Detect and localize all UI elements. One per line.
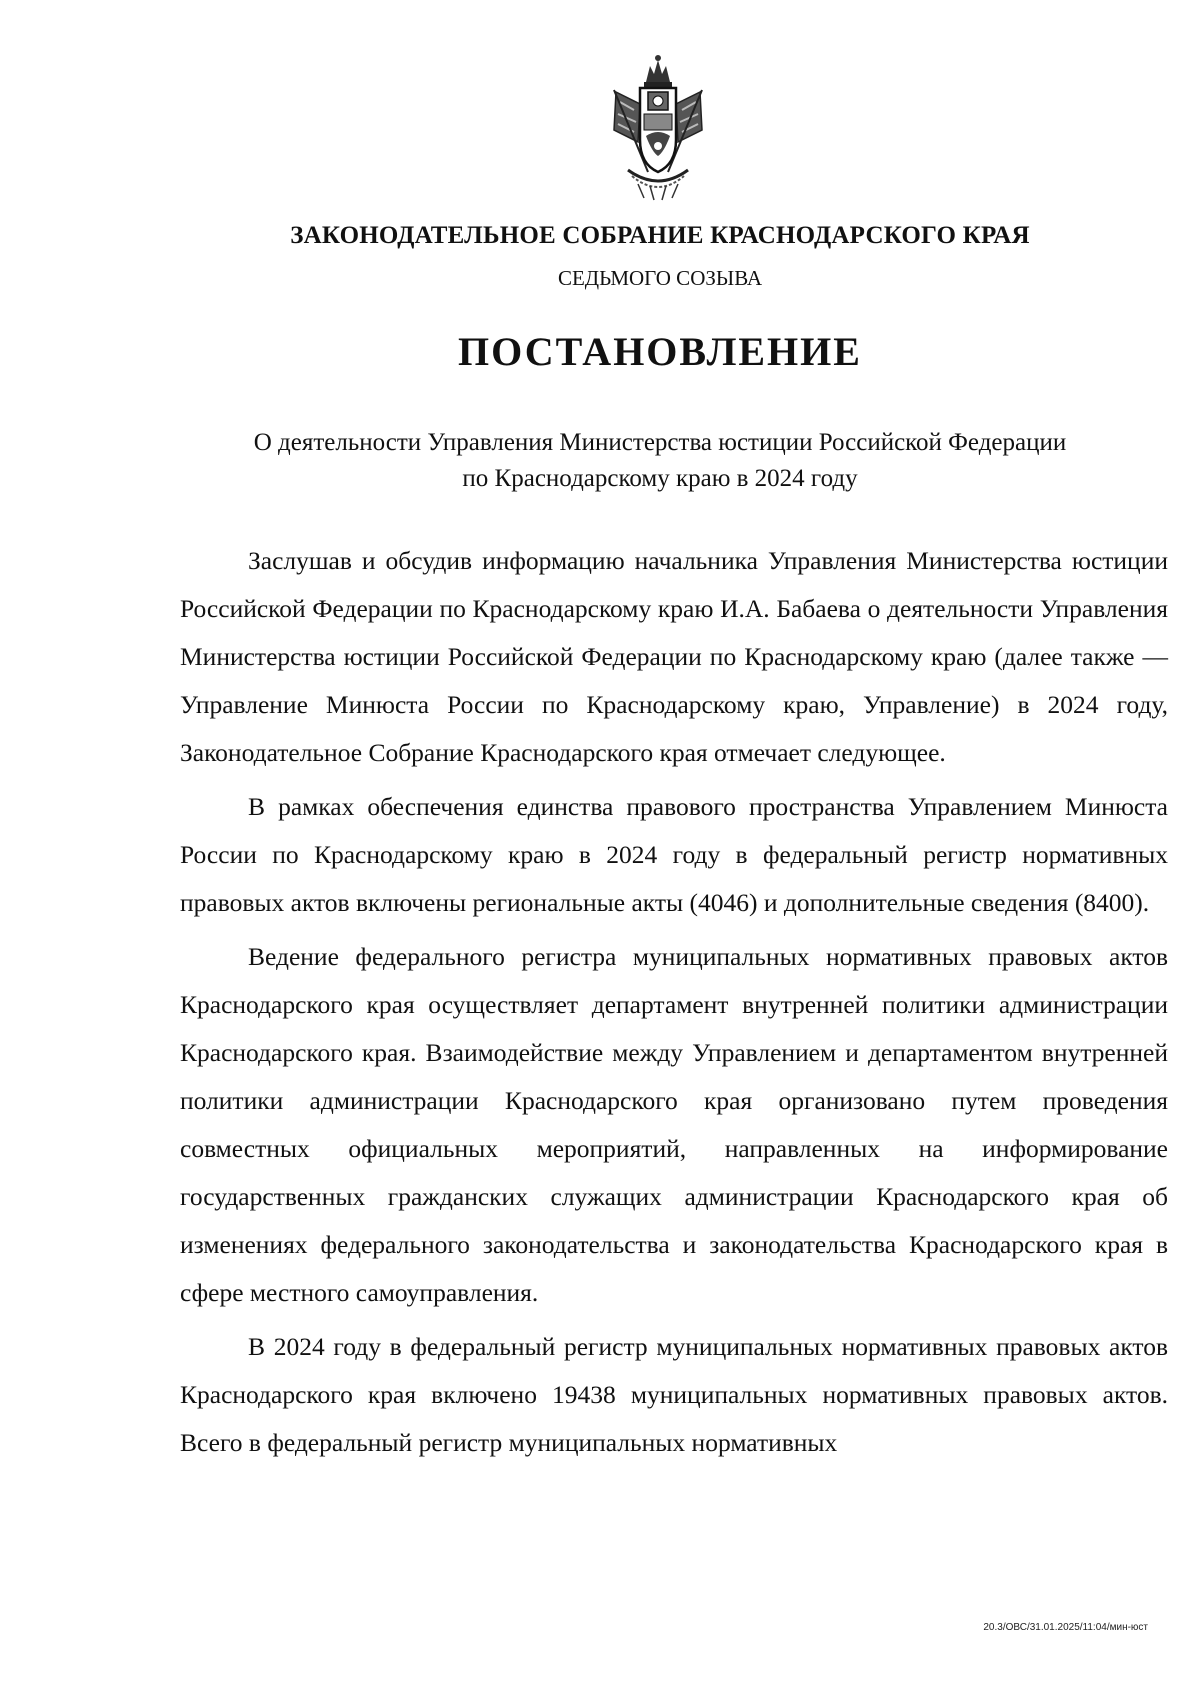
document-title xyxy=(150,425,1170,497)
footer-document-code: 20.3/ОВС/31.01.2025/11:04/мин-юст xyxy=(983,1622,1148,1633)
body-paragraph: В 2024 году в федеральный регистр муниципальных нормативных правовых актов Краснодарского края включено 19438 муниципальных нормативных правовых актов. Всего в федеральный регистр муниципальных нормативных xyxy=(180,1332,1168,1457)
coat-of-arms-icon xyxy=(598,52,718,202)
document-title-line-2: по Краснодарскому краю в 2024 году xyxy=(462,465,858,492)
organization-name: ЗАКОНОДАТЕЛЬНОЕ СОБРАНИЕ КРАСНОДАРСКОГО КРАЯ xyxy=(290,222,1030,249)
document-body xyxy=(180,537,1168,1473)
body-paragraph: В рамках обеспечения единства правового пространства Управлением Минюста России по Краснодарскому краю в 2024 году в федеральный регистр нормативных правовых актов включены региональные акты (4046) и дополнительные сведения (8400). xyxy=(180,792,1168,917)
body-paragraph: Заслушав и обсудив информацию начальника Управления Министерства юстиции Российской Федерации по Краснодарскому краю И.А. Бабаева о деятельности Управления Министерства юстиции Российской Федерации по Краснодарскому краю (далее также — Управление Минюста России по Краснодарскому краю, Управление) в 2024 году, Законодательное Собрание Краснодарского края отмечает следующее. xyxy=(180,546,1168,767)
document-title-line-1: О деятельности Управления Министерства юстиции Российской Федерации xyxy=(253,429,1067,456)
convocation-label: СЕДЬМОГО СОЗЫВА xyxy=(557,266,763,290)
body-paragraph: Ведение федерального регистра муниципальных нормативных правовых актов Краснодарского края осуществляет департамент внутренней политики администрации Краснодарского края. Взаимодействие между Управлением и департаментом внутренней политики администрации Краснодарского края организовано путем проведения совместных официальных мероприятий, направленных на информирование государственных гражданских служащих администрации Краснодарского края об изменениях федерального законодательства и законодательства Краснодарского края в сфере местного самоуправления. xyxy=(180,942,1168,1307)
document-type-heading: ПОСТАНОВЛЕНИЕ xyxy=(458,329,862,374)
